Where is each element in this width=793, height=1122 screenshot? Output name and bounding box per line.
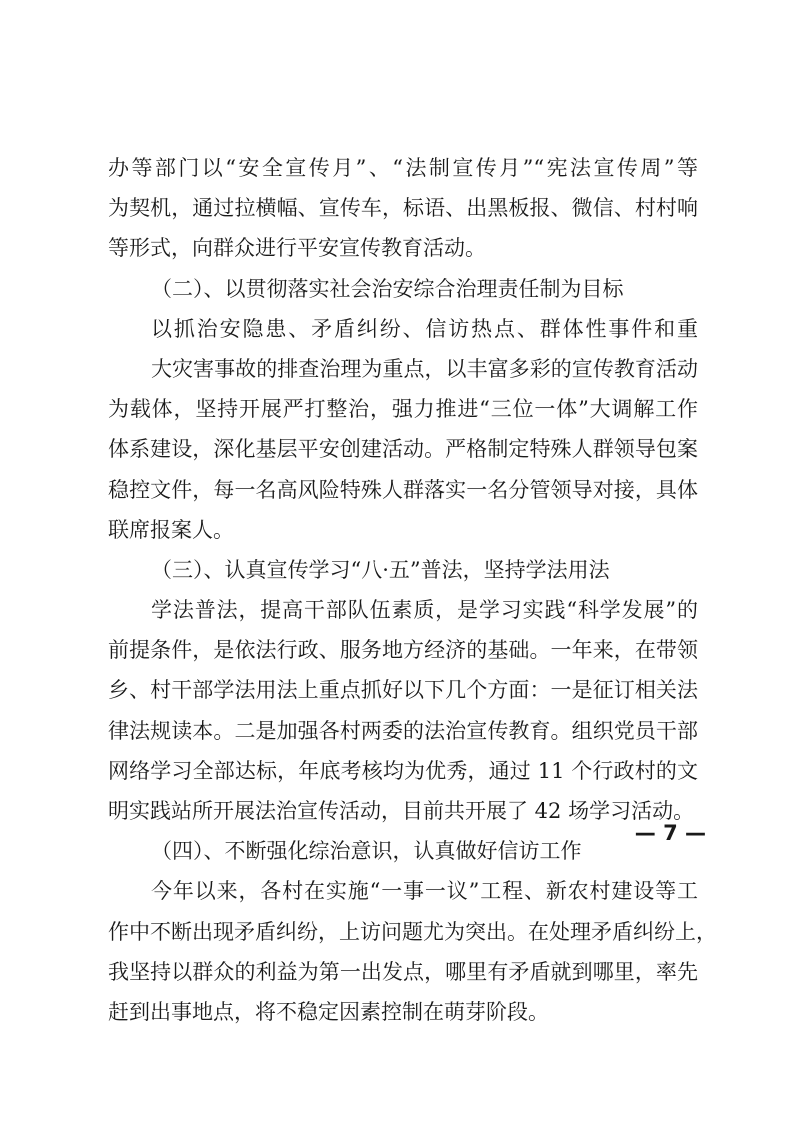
paragraph-line: 稳控文件，每一名高风险特殊人群落实一名分管领导对接，具体 bbox=[108, 477, 698, 502]
paragraph-line: 办等部门以“安全宣传月”、“法制宣传月”“宪法宣传周”等 bbox=[108, 156, 698, 180]
page-number: — 7 — bbox=[634, 821, 706, 845]
paragraph-line: 大灾害事故的排查治理为重点，以丰富多彩的宣传教育活动 bbox=[151, 356, 698, 381]
paragraph-line: 律法规读本。二是加强各村两委的法治宣传教育。组织党员干部 bbox=[108, 718, 698, 743]
paragraph-line: 学法普法，提高干部队伍素质，是学习实践“科学发展”的 bbox=[151, 598, 698, 623]
paragraph-line: 网络学习全部达标，年底考核均为优秀，通过 11 个行政村的文 bbox=[108, 758, 698, 783]
paragraph-line: 体系建设，深化基层平安创建活动。严格制定特殊人群领导包案 bbox=[108, 437, 698, 462]
paragraph-line: 等形式，向群众进行平安宣传教育活动。 bbox=[108, 236, 486, 261]
section-heading: （四）、不断强化综治意识，认真做好信访工作 bbox=[151, 839, 582, 864]
paragraph-line: 为载体，坚持开展严打整治，强力推进“三位一体”大调解工作 bbox=[108, 397, 698, 422]
paragraph-line: 作中不断出现矛盾纠纷，上访问题尤为突出。在处理矛盾纠纷上， bbox=[108, 919, 717, 944]
paragraph-line: 前提条件，是依法行政、服务地方经济的基础。一年来，在带领 bbox=[108, 638, 698, 663]
paragraph-line: 我坚持以群众的利益为第一出发点，哪里有矛盾就到哪里，率先 bbox=[108, 959, 698, 984]
paragraph-line: 赶到出事地点，将不稳定因素控制在萌芽阶段。 bbox=[108, 999, 549, 1024]
paragraph-line: 今年以来，各村在实施“一事一议”工程、新农村建设等工 bbox=[151, 879, 698, 904]
paragraph-line: 乡、村干部学法用法上重点抓好以下几个方面：一是征订相关法 bbox=[108, 678, 698, 703]
body-text bbox=[108, 148, 717, 1032]
paragraph-line: 明实践站所开展法治宣传活动，目前共开展了 42 场学习活动。 bbox=[108, 799, 695, 823]
section-heading: （三）、认真宣传学习“八·五”普法，坚持学法用法 bbox=[151, 557, 610, 582]
paragraph-line: 联席报案人。 bbox=[108, 517, 234, 542]
section-heading: （二）、以贯彻落实社会治安综合治理责任制为目标 bbox=[151, 276, 624, 301]
paragraph-line: 以抓治安隐患、矛盾纠纷、信访热点、群体性事件和重 bbox=[151, 316, 698, 341]
paragraph-line: 为契机，通过拉横幅、宣传车，标语、出黑板报、微信、村村响 bbox=[108, 196, 698, 221]
